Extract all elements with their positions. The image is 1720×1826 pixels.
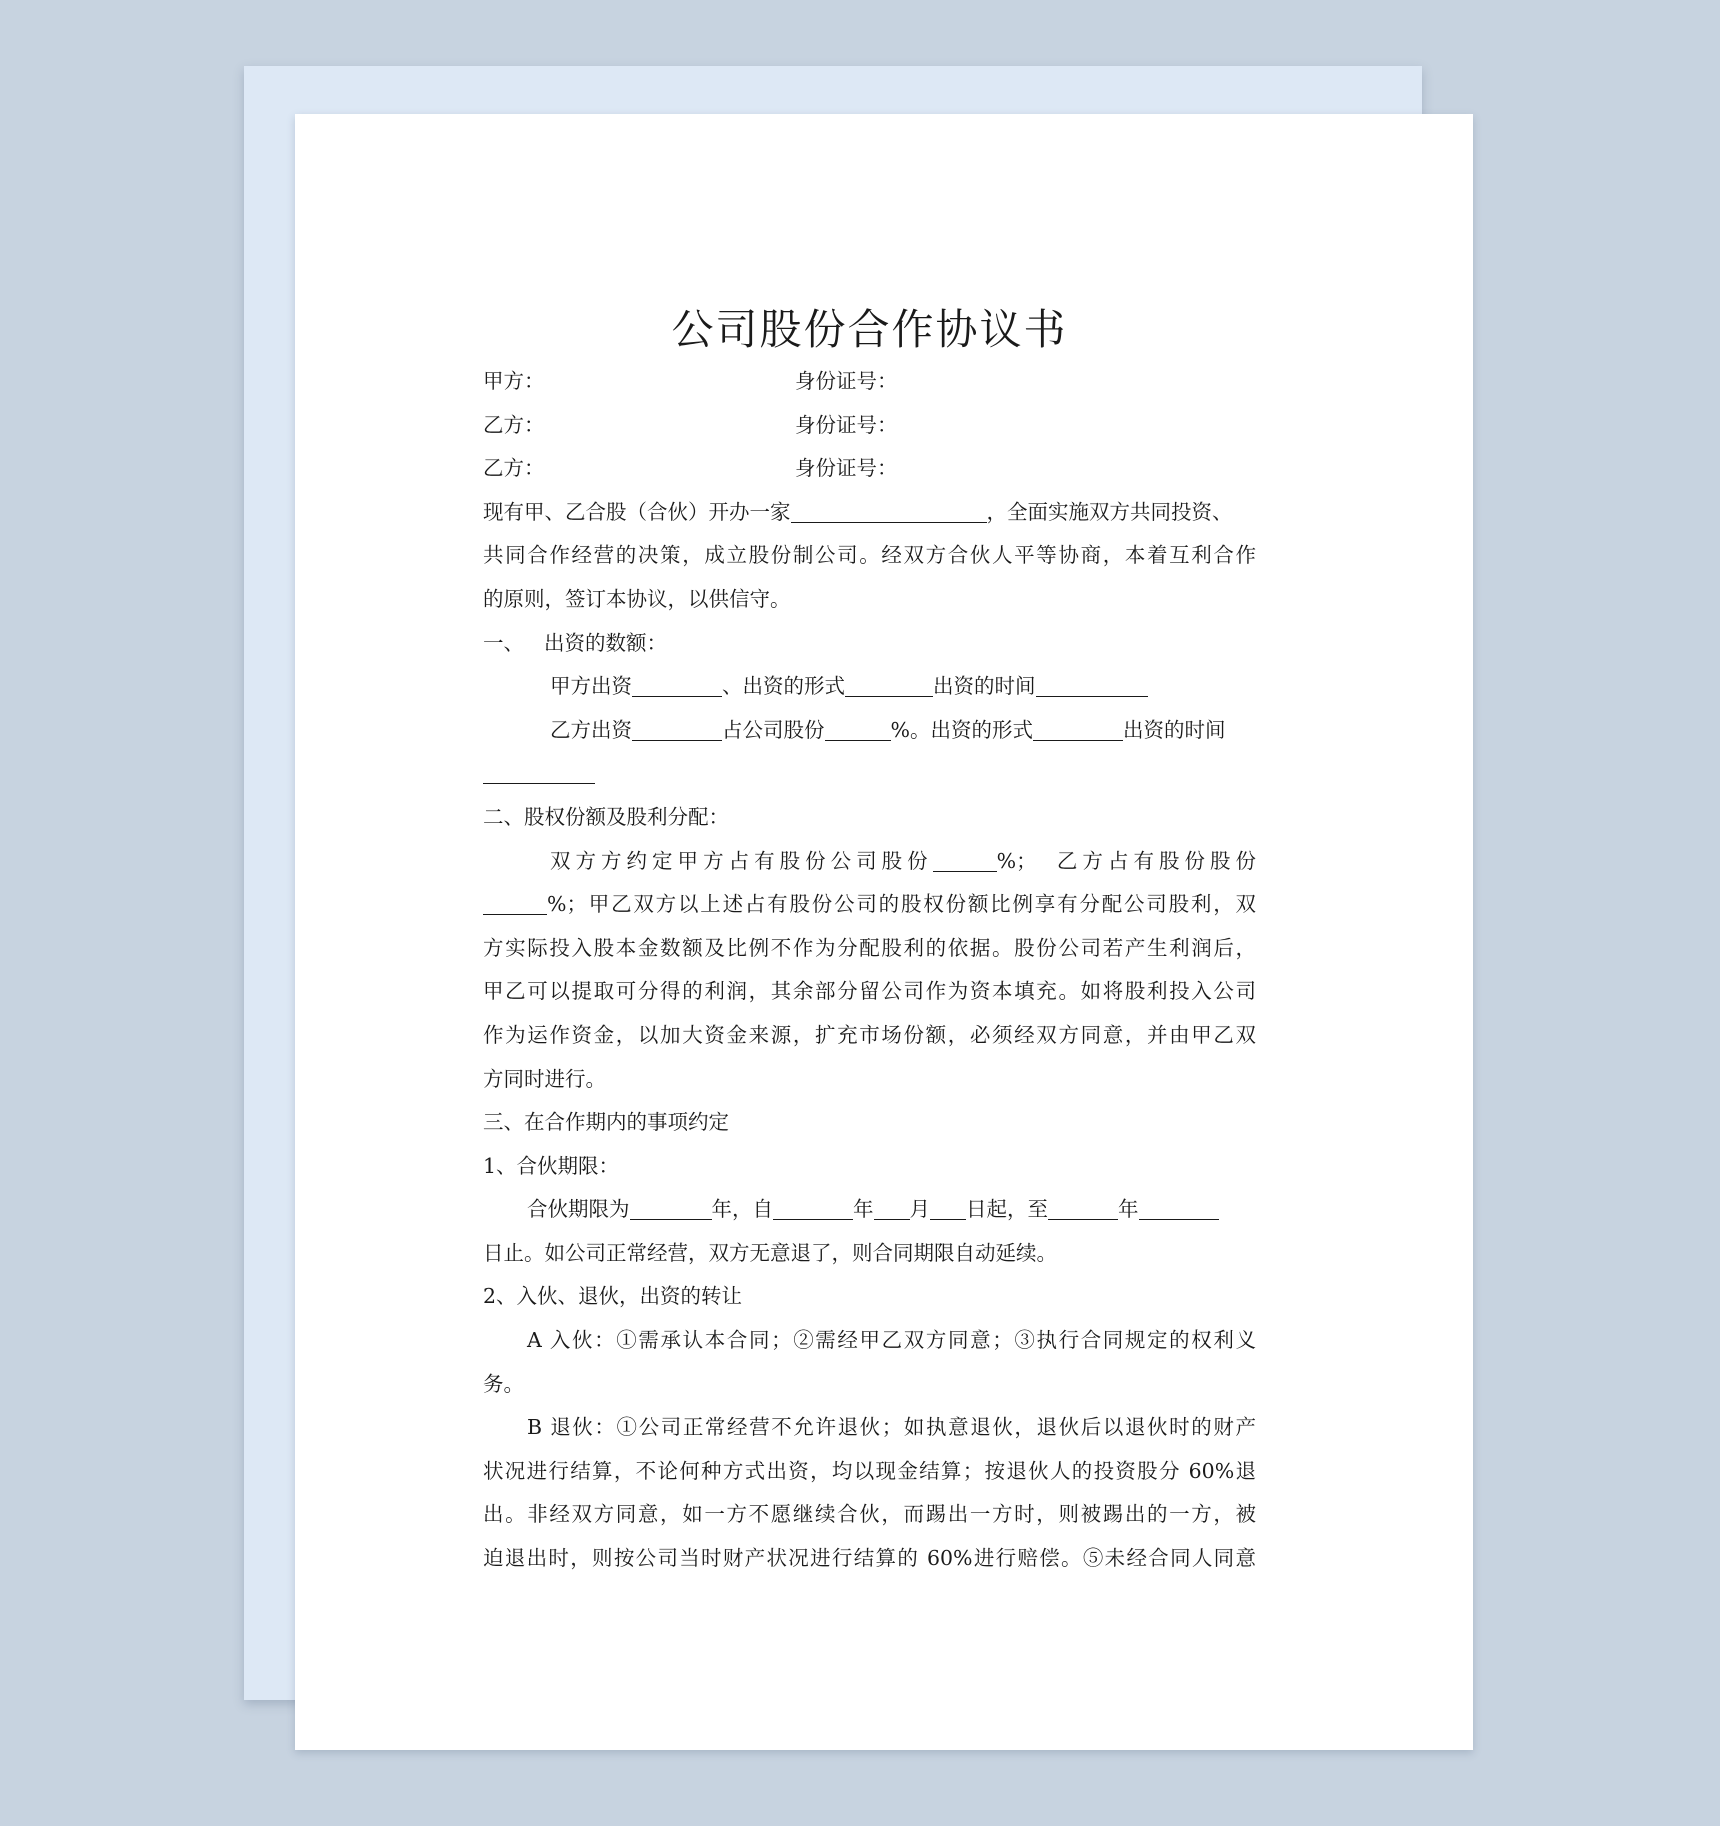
field-text: 年，自 — [711, 1197, 773, 1222]
fill-blank — [930, 1193, 966, 1220]
field-text: 合伙期限为 — [527, 1197, 630, 1222]
field-text: 双方方约定甲方占有股份公司股份 — [550, 848, 933, 873]
page-title: 公司股份合作协议书 — [671, 305, 1068, 354]
section-heading — [483, 622, 1256, 666]
party-label: 乙方： — [483, 412, 545, 437]
field-text: 月 — [909, 1197, 930, 1222]
fill-blank — [1033, 714, 1123, 741]
fill-blank — [483, 888, 547, 915]
withdraw-clause-line: 出。非经双方同意，如一方不愿继续合伙，而踢出一方时，则被踢出的一方，被 — [483, 1502, 1256, 1527]
fill-blank — [630, 1193, 712, 1220]
fill-blank — [1048, 1193, 1118, 1220]
fill-blank — [933, 845, 997, 872]
sub-item-heading: 2、入伙、退伙，出资的转让 — [483, 1284, 743, 1309]
intro-text: 现有甲、乙合股（合伙）开办一家 — [483, 499, 791, 524]
fill-blank — [483, 757, 595, 784]
field-text: 、出资的形式 — [722, 674, 845, 699]
field-text: 日起，至 — [966, 1197, 1048, 1222]
contribution-row-a — [483, 665, 1256, 709]
field-text: 占公司股份 — [722, 717, 825, 742]
intro-paragraph-line — [483, 491, 1256, 535]
contribution-row-b — [483, 709, 1256, 753]
join-clause-line: A 入伙：①需承认本合同；②需经甲乙双方同意；③执行合同规定的权利义 — [527, 1328, 1256, 1353]
fill-blank — [773, 1193, 853, 1220]
field-text: 乙方出资 — [550, 717, 632, 742]
party-label: 甲方： — [483, 369, 545, 393]
id-label: 身份证号： — [795, 369, 898, 393]
party-row — [483, 360, 1256, 404]
join-clause-line: 务。 — [483, 1371, 524, 1396]
dividend-line: 方同时进行。 — [483, 1066, 606, 1091]
fill-blank — [825, 714, 891, 741]
section-heading: 二、股权份额及股利分配： — [483, 804, 729, 829]
fill-blank — [874, 1193, 910, 1220]
document-page — [295, 114, 1473, 1750]
field-text: %；甲乙双方以上述占有股份公司的股权份额比例享有分配公司股利，双 — [547, 892, 1256, 917]
field-text: %； 乙方占有股份股份 — [996, 848, 1256, 873]
document-body — [483, 300, 1256, 1581]
id-label: 身份证号： — [795, 412, 898, 437]
section-title: 出资的数额： — [544, 630, 667, 655]
fill-blank — [1139, 1193, 1219, 1220]
term-line: 日止。如公司正常经营，双方无意退了，则合同期限自动延续。 — [483, 1240, 1057, 1265]
id-label: 身份证号： — [795, 456, 898, 481]
term-line — [483, 1188, 1256, 1232]
section-number: 一、 — [483, 630, 524, 655]
dividend-line: 作为运作资金，以加大资金来源，扩充市场份额，必须经双方同意，并由甲乙双 — [483, 1022, 1256, 1047]
party-label: 乙方： — [483, 456, 545, 481]
withdraw-clause-line: 状况进行结算，不论何种方式出资，均以现金结算；按退伙人的投资股分 60%退 — [483, 1458, 1256, 1483]
company-name-blank — [791, 496, 987, 523]
party-row — [483, 447, 1256, 491]
contribution-row-b-cont — [483, 752, 1256, 796]
intro-paragraph-line: 的原则，签订本协议，以供信守。 — [483, 586, 791, 611]
field-text: 年 — [1118, 1197, 1139, 1222]
dividend-line — [483, 883, 1256, 927]
fill-blank — [1036, 670, 1148, 697]
dividend-line: 甲乙可以提取可分得的利润，其余部分留公司作为资本填充。如将股利投入公司 — [483, 979, 1256, 1004]
field-text: 出资的时间 — [1122, 717, 1226, 742]
fill-blank — [632, 670, 722, 697]
fill-blank — [845, 670, 933, 697]
fill-blank — [632, 714, 722, 741]
sub-item-heading: 1、合伙期限： — [483, 1153, 620, 1178]
withdraw-clause-line: B 退伙：①公司正常经营不允许退伙；如执意退伙，退伙后以退伙时的财产 — [527, 1415, 1256, 1440]
field-text: 年 — [853, 1197, 874, 1222]
withdraw-clause-line: 迫退出时，则按公司当时财产状况进行结算的 60%进行赔偿。⑤未经合同人同意 — [483, 1546, 1256, 1571]
dividend-line — [483, 840, 1256, 884]
section-heading: 三、在合作期内的事项约定 — [483, 1110, 729, 1135]
field-text: 出资的时间 — [933, 674, 1036, 699]
intro-paragraph-line: 共同合作经营的决策，成立股份制公司。经双方合伙人平等协商，本着互利合作 — [483, 543, 1256, 568]
dividend-line: 方实际投入股本金数额及比例不作为分配股利的依据。股份公司若产生利润后， — [483, 935, 1256, 960]
party-row — [483, 404, 1256, 448]
field-text: %。出资的形式 — [890, 717, 1033, 742]
intro-text: ，全面实施双方共同投资、 — [986, 499, 1233, 524]
field-text: 甲方出资 — [550, 674, 632, 699]
